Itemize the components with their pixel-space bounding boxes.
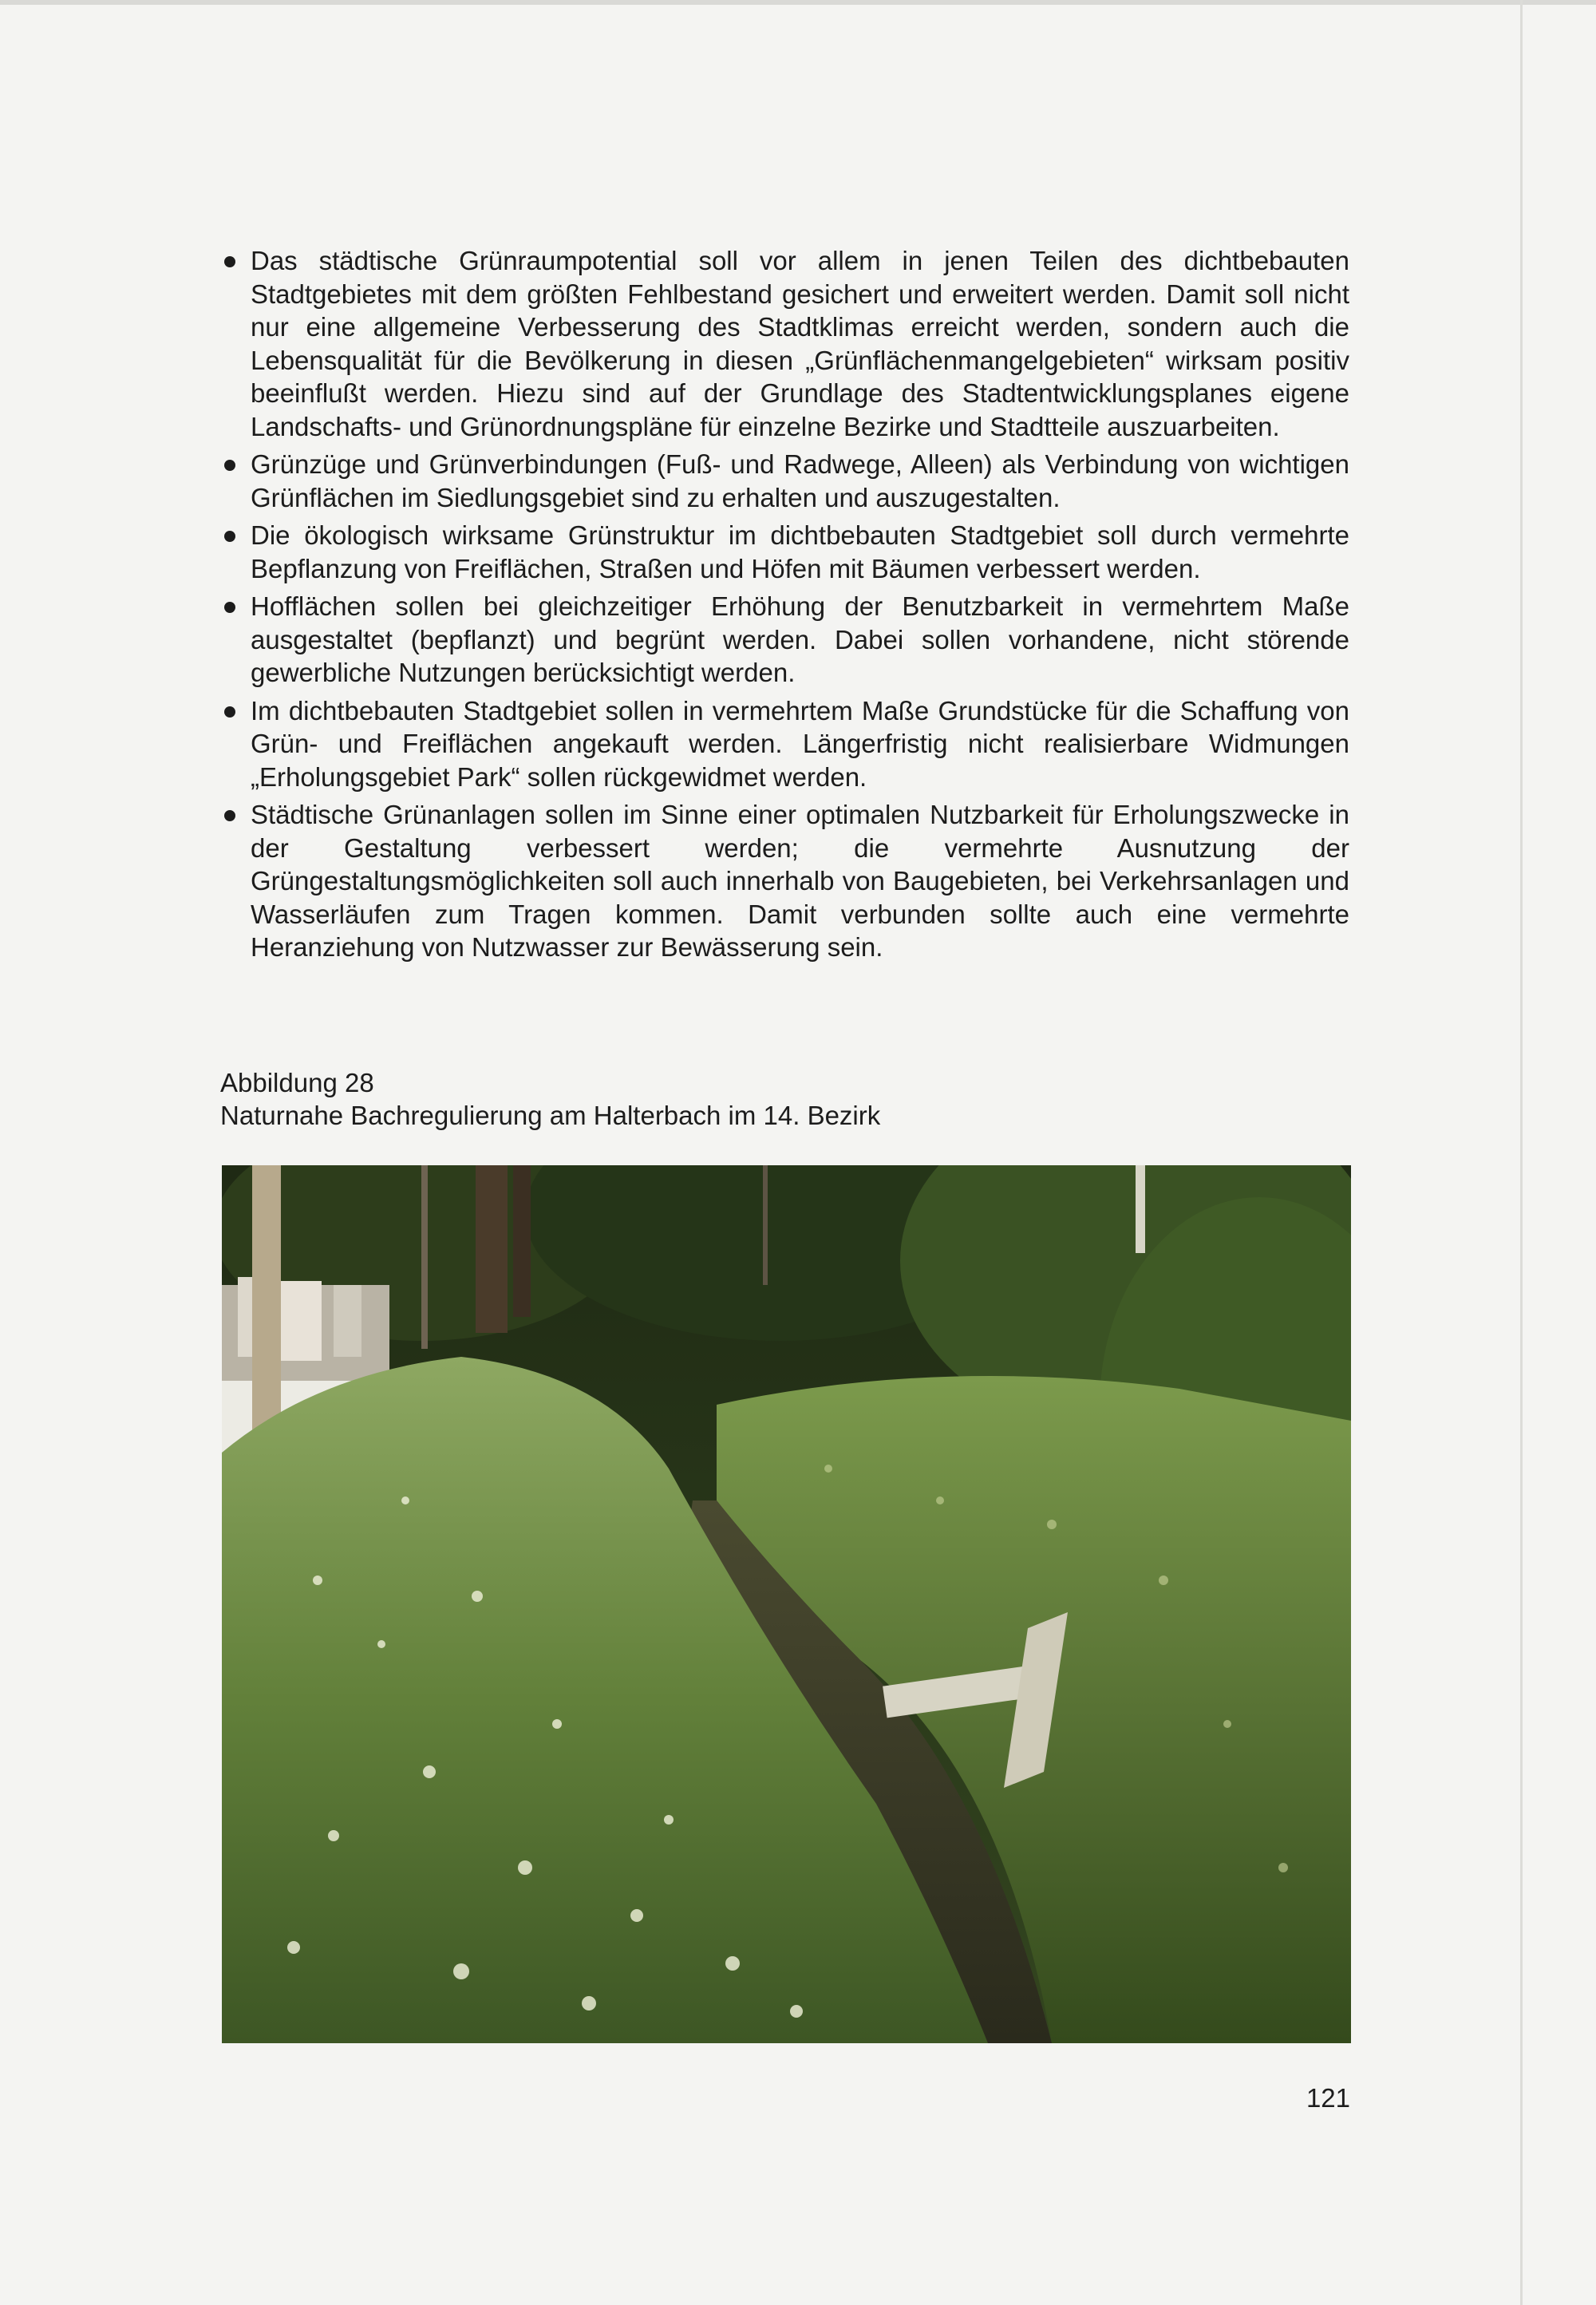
bullet-dot-icon — [224, 706, 235, 718]
bullet-text: Städtische Grünanlagen sollen im Sinne einer optimalen Nutzbarkeit für Erholungszwecke in der Gestaltung verbessert werden; die vermehrte Ausnutzung der Grüngestaltungsmöglichkeiten soll auch innerhalb von Baugebieten, bei Verkehrsanlagen und Wasserläufen zum Tragen kommen. Damit verbunden sollte auch eine vermehrte Heranziehung von Nutzwasser zur Bewässerung sein. — [251, 800, 1349, 962]
bullet-item-3 — [219, 519, 1349, 585]
bullet-item-4 — [219, 590, 1349, 690]
figure-caption — [220, 1066, 880, 1132]
bullet-text: Grünzüge und Grünverbindungen (Fuß- und Radwege, Alleen) als Verbindung von wichtigen Grünflächen im Siedlungsgebiet sind zu erhalten und auszugestalten. — [251, 449, 1349, 512]
bullet-dot-icon — [224, 256, 235, 267]
bullet-dot-icon — [224, 460, 235, 471]
stream-photo — [222, 1165, 1351, 2043]
bullet-text: Die ökologisch wirksame Grünstruktur im dichtbebauten Stadtgebiet soll durch vermehrte Bepflanzung von Freiflächen, Straßen und Höfen mit Bäumen verbessert werden. — [251, 520, 1349, 583]
bullet-text: Im dichtbebauten Stadtgebiet sollen in vermehrtem Maße Grundstücke für die Schaffung von Grün- und Freiflächen angekauft werden. Längerfristig nicht realisierbare Widmungen „Erholungsgebiet Park“ sollen rückgewidmet werden. — [251, 695, 1349, 792]
bullet-list — [219, 244, 1349, 964]
bullet-text: Hofflächen sollen bei gleichzeitiger Erhöhung der Benutzbarkeit in vermehrtem Maße ausgestaltet (bepflanzt) und begrünt werden. Dabei sollen vorhandene, nicht störende gewerbliche Nutzungen berücksichtigt werden. — [251, 591, 1349, 687]
bullet-dot-icon — [224, 602, 235, 613]
bullet-dot-icon — [224, 810, 235, 821]
page-fold-line — [1520, 0, 1523, 2305]
body-text — [219, 244, 1349, 969]
bullet-item-2 — [219, 448, 1349, 514]
figure-label: Abbildung 28 — [220, 1068, 374, 1097]
bullet-item-5 — [219, 694, 1349, 794]
bullet-text: Das städtische Grünraumpotential soll vor allem in jenen Teilen des dichtbebauten Stadtgebietes mit dem größten Fehlbestand gesichert und erweitert werden. Damit soll nicht nur eine allgemeine Verbesserung des Stadtklimas erreicht werden, sondern auch die Lebensqualität für die Bevölkerung in diesen „Grünflächenmangelgebieten“ wirksam positiv beeinflußt werden. Hiezu sind auf der Grundlage des Stadtentwicklungsplanes eigene Landschafts- und Grünordnungspläne für einzelne Bezirke und Stadtteile auszuarbeiten. — [251, 246, 1349, 441]
bullet-dot-icon — [224, 531, 235, 542]
bullet-item-1 — [219, 244, 1349, 443]
page-top-edge — [0, 0, 1596, 5]
bullet-item-6 — [219, 798, 1349, 964]
stream-photo-illustration — [222, 1165, 1351, 2043]
figure-caption-text: Naturnahe Bachregulierung am Halterbach im 14. Bezirk — [220, 1101, 881, 1130]
page-number: 121 — [1306, 2083, 1350, 2113]
